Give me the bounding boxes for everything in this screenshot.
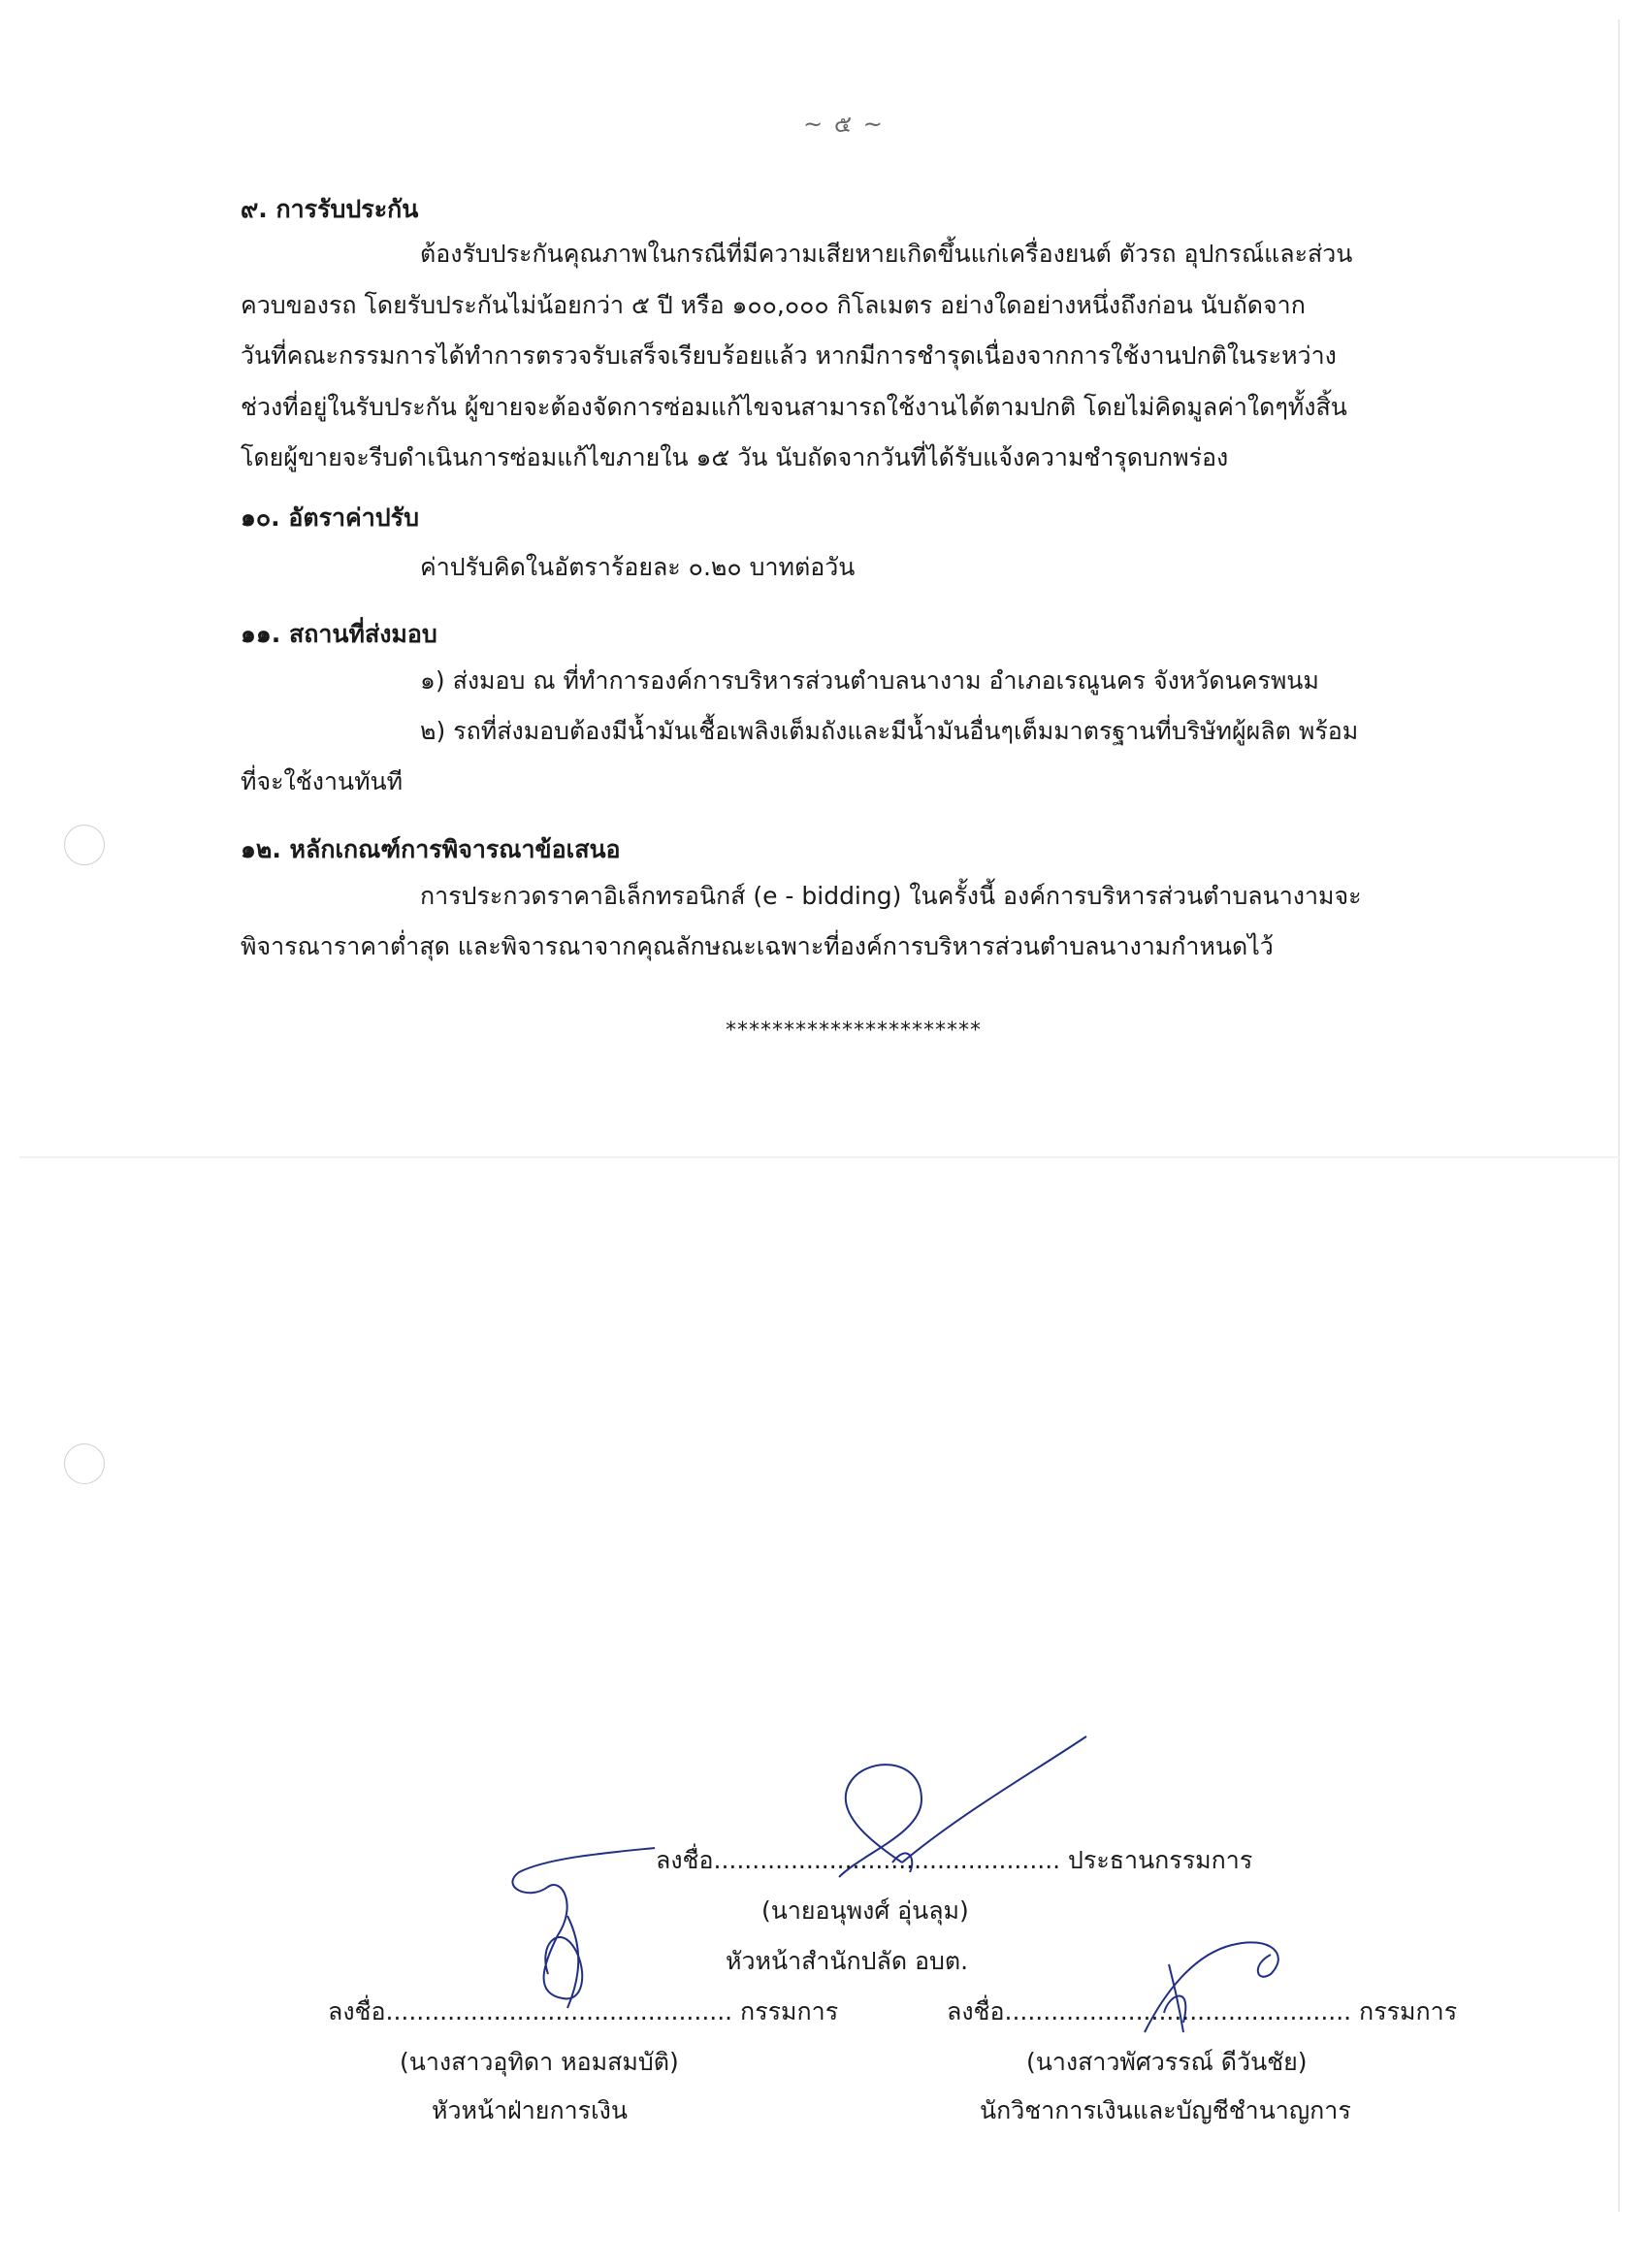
page-number: ~ ๕ ~ [803,111,885,138]
section-10-heading: ๑๐. อัตราค่าปรับ [241,503,419,532]
section-9-line: โดยผู้ขายจะรีบดำเนินการซ่อมแก้ไขภายใน ๑๕ วัน นับถัดจากวันที่ได้รับแจ้งความชำรุดบกพร่อง [241,443,1229,471]
member-right-name: (นางสาวพัศวรรณ์ ดีวันชัย) [1026,2048,1308,2076]
member-left-position: หัวหน้าฝ่ายการเงิน [432,2096,628,2124]
section-11-line: ๑) ส่งมอบ ณ ที่ทำการองค์การบริหารส่วนตำบลนางาม อำเภอเรณูนคร จังหวัดนครพนม [420,666,1319,695]
section-9-line: ต้องรับประกันคุณภาพในกรณีที่มีความเสียหายเกิดขึ้นแก่เครื่องยนต์ ตัวรถ อุปกรณ์และส่วน [420,240,1353,268]
member-right-signature-icon [1125,1916,1319,2052]
end-separator: ********************** [726,1019,982,1043]
punch-hole-top [64,825,105,865]
section-9-heading: ๙. การรับประกัน [241,195,419,223]
chair-position: หัวหน้าสำนักปลัด อบต. [726,1947,969,1975]
section-12-heading: ๑๒. หลักเกณฑ์การพิจารณาข้อเสนอ [241,835,621,863]
member-right-position: นักวิชาการเงินและบัญชีชำนาญการ [980,2096,1351,2124]
section-11-heading: ๑๑. สถานที่ส่งมอบ [241,620,437,648]
member-left-sign-line: ลงชื่อ............................................. กรรมการ [328,1997,839,2025]
section-9-body [241,229,1472,484]
section-11-line: ที่จะใช้งานทันที [241,767,404,795]
scan-edge-vertical [1618,19,1620,2212]
section-9-line: วันที่คณะกรรมการได้ทำการตรวจรับเสร็จเรียบร้อยแล้ว หากมีการชำรุดเนื่องจากการใช้งานปกติในระหว่าง [241,341,1337,370]
section-12-line: การประกวดราคาอิเล็กทรอนิกส์ (e - bidding) ในครั้งนี้ องค์การบริหารส่วนตำบลนางามจะ [420,882,1362,910]
chair-sign-line: ลงชื่อ............................................. ประธานกรรมการ [656,1846,1253,1874]
section-10-line: ค่าปรับคิดในอัตราร้อยละ ๐.๒๐ บาทต่อวัน [420,553,856,581]
member-left-name: (นางสาวอุทิดา หอมสมบัติ) [400,2048,679,2076]
member-right-sign-line: ลงชื่อ............................................. กรรมการ [947,1997,1458,2025]
scan-fold-line [19,1156,1620,1158]
section-12-line: พิจารณาราคาต่ำสุด และพิจารณาจากคุณลักษณะเฉพาะที่องค์การบริหารส่วนตำบลนางามกำหนดไว้ [241,932,1274,960]
chair-name: (นายอนุพงศ์ อุ่นลุม) [761,1896,969,1925]
section-9-line: ควบของรถ โดยรับประกันไม่น้อยกว่า ๕ ปี หรือ ๑๐๐,๐๐๐ กิโลเมตร อย่างใดอย่างหนึ่งถึงก่อน นับถัดจาก [241,290,1306,319]
punch-hole-bottom [64,1443,105,1484]
section-11-line: ๒) รถที่ส่งมอบต้องมีน้ำมันเชื้อเพลิงเต็มถังและมีน้ำมันอื่นๆเต็มมาตรฐานที่บริษัทผู้ผลิต พร้อม [420,717,1359,745]
section-9-line: ช่วงที่อยู่ในรับประกัน ผู้ขายจะต้องจัดการซ่อมแก้ไขจนสามารถใช้งานได้ตามปกติ โดยไม่คิดมูลค่าใดๆทั้งสิ้น [241,392,1347,421]
